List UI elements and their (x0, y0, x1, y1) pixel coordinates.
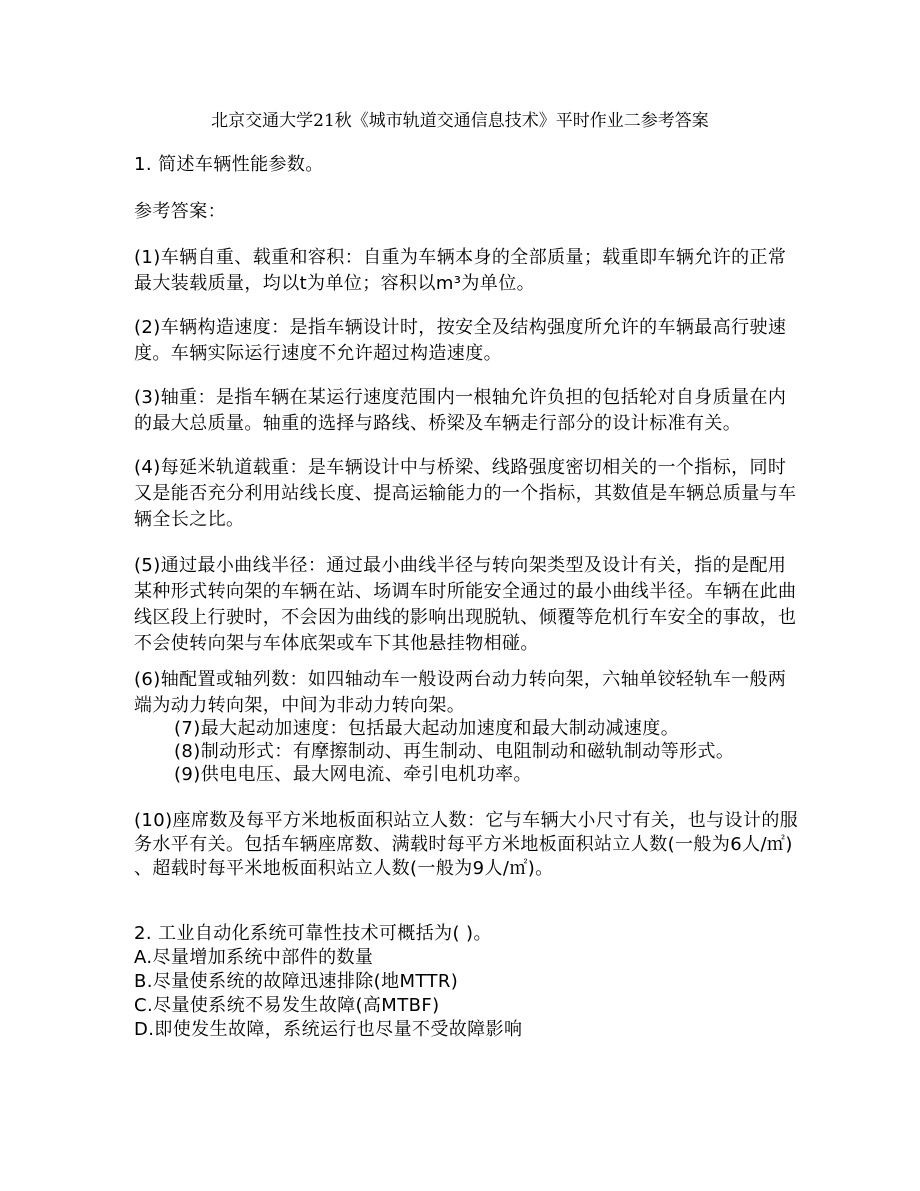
answer-line: 又是能否充分利用站线长度、提高运输能力的一个指标，其数值是车辆总质量与车 (134, 483, 797, 504)
answer-line: (7)最大起动加速度：包括最大起动加速度和最大制动减速度。 (174, 718, 680, 739)
option-c: C.尽量使系统不易发生故障(高MTBF) (134, 995, 440, 1016)
answer-line: 端为动力转向架，中间为非动力转向架。 (134, 695, 466, 716)
answer-label: 参考答案： (134, 201, 226, 222)
answer-line: 某种形式转向架的车辆在站、场调车时所能安全通过的最小曲线半径。车辆在此曲 (134, 581, 797, 602)
answer-line: 务水平有关。包括车辆座席数、满载时每平方米地板面积站立人数(一般为6人/㎡) (134, 834, 793, 855)
answer-line: 最大装载质量，均以t为单位；容积以m³为单位。 (134, 273, 536, 294)
option-a: A.尽量增加系统中部件的数量 (134, 947, 374, 968)
answer-line: (10)座席数及每平方米地板面积站立人数：它与车辆大小尺寸有关，也与设计的服 (134, 810, 799, 831)
question-1: 1. 简述车辆性能参数。 (134, 154, 324, 175)
answer-line: (8)制动形式：有摩擦制动、再生制动、电阻制动和磁轨制动等形式。 (174, 741, 735, 762)
answer-line: 不会使转向架与车体底架或车下其他悬挂物相碰。 (134, 633, 539, 654)
answer-line: 、超载时每平米地板面积站立人数(一般为9人/㎡)。 (134, 858, 554, 879)
answer-line: (9)供电电压、最大网电流、牵引电机功率。 (174, 764, 532, 785)
answer-line: (5)通过最小曲线半径：通过最小曲线半径与转向架类型及设计有关，指的是配用 (134, 555, 787, 576)
answer-line: 的最大总质量。轴重的选择与路线、桥梁及车辆走行部分的设计标准有关。 (134, 413, 742, 434)
answer-line: (4)每延米轨道载重：是车辆设计中与桥梁、线路强度密切相关的一个指标，同时 (134, 457, 787, 478)
answer-line: 线区段上行驶时，不会因为曲线的影响出现脱轨、倾覆等危机行车安全的事故，也 (134, 607, 797, 628)
answer-line: (3)轴重：是指车辆在某运行速度范围内一根轴允许负担的包括轮对自身质量在内 (134, 387, 787, 408)
answer-line: (6)轴配置或轴列数：如四轴动车一般设两台动力转向架，六轴单铰轻轨车一般两 (134, 669, 787, 690)
question-2: 2. 工业自动化系统可靠性技术可概括为( )。 (134, 923, 492, 944)
answer-line: (2)车辆构造速度：是指车辆设计时，按安全及结构强度所允许的车辆最高行驶速 (134, 317, 787, 338)
option-d: D.即使发生故障，系统运行也尽量不受故障影响 (134, 1019, 523, 1040)
answer-line: 度。车辆实际运行速度不允许超过构造速度。 (134, 343, 502, 364)
document-title: 北京交通大学21秋《城市轨道交通信息技术》平时作业二参考答案 (211, 111, 709, 131)
answer-line: 辆全长之比。 (134, 509, 245, 530)
answer-line: (1)车辆自重、载重和容积：自重为车辆本身的全部质量；载重即车辆允许的正常 (134, 247, 787, 268)
option-b: B.尽量使系统的故障迅速排除(地MTTR) (134, 971, 459, 992)
